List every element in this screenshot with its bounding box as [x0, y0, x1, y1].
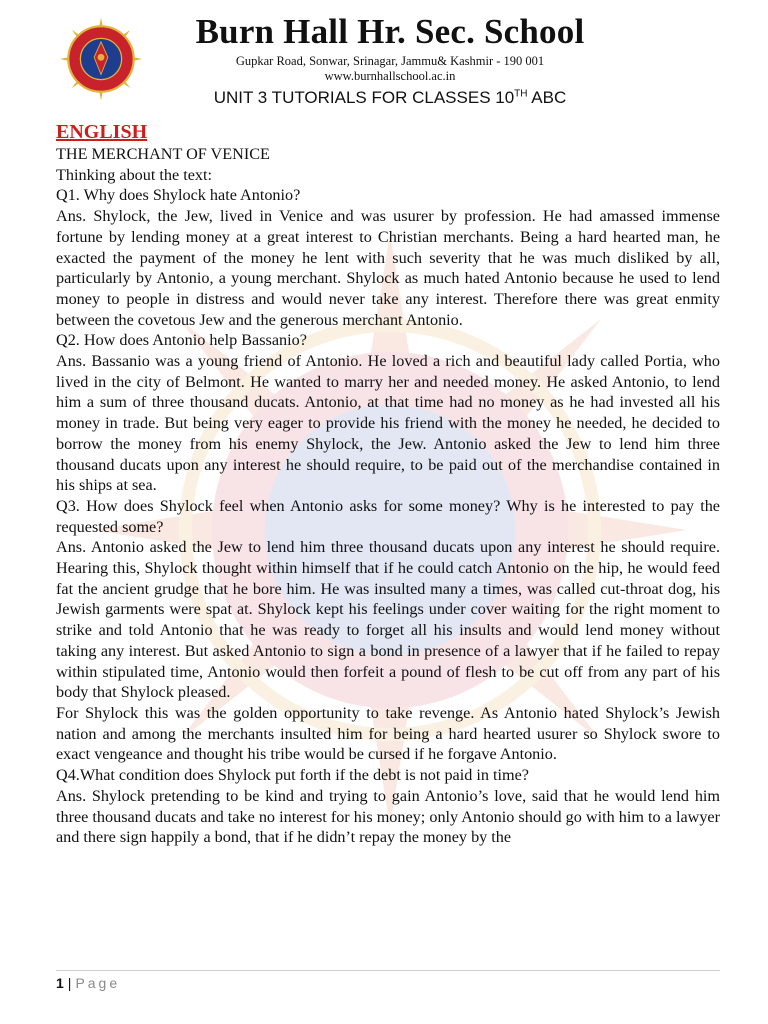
question: Q1. Why does Shylock hate Antonio? [56, 186, 301, 205]
school-address-block [150, 54, 630, 84]
page-label: Page [75, 975, 121, 991]
page-number: 1 [56, 975, 64, 991]
footer-divider [56, 970, 720, 971]
school-address: Gupkar Road, Sonwar, Srinagar, Jammu& Kashmir - 190 001 [235, 54, 545, 68]
unit-title-classes: ABC [527, 88, 567, 107]
document-header [0, 0, 768, 115]
section-title: Thinking about the text: [56, 165, 213, 184]
answer: Ans. Antonio asked the Jew to lend him three thousand ducats upon any interest he should require. Hearing this, Shylock thought within himself that if he could catch Antonio on the hip, he would feed fat the ancient grudge that he bore him. He was insulted many a times, was called cut-throat dog, his Jewish garments were spat at. Shylock kept his feelings under cover waiting for the right moment to strike and told Antonio that he was ready to forget all his insults and would lend money without taking any interest. But asked Antonio to sign a bond in presence of a lawyer that if he failed to repay within stipulated time, Antonio would then forfeit a pound of flesh to be cut off from any part of his body that Shylock pleased. [56, 538, 720, 702]
question: Q4.What condition does Shylock put forth if the debt is not paid in time? [56, 766, 529, 785]
footer-separator: | [67, 975, 72, 991]
answer: Ans. Bassanio was a young friend of Antonio. He loved a rich and beautiful lady called Portia, who lived in the city of Belmont. He wanted to marry her and needed money. He asked Antonio, to lend him a sum of three thousand ducats. Antonio, at that time had no money as he had invested all his money in trade. But being very eager to provide his friend with the money he needed, he decided to borrow the money from his enemy Shylock, the Jew. Antonio asked the Jew to lend him three thousand ducats upon any interest he should require, to be paid out of the merchandise contained in his ships at sea. [56, 352, 720, 495]
answer: Ans. Shylock pretending to be kind and trying to gain Antonio’s love, said that he would lend him three thousand ducats and take no interest for his money; only Antonio should go with him to a lawyer and there sign happily a bond, that if he didn’t repay the money by the [56, 786, 720, 847]
page-footer [56, 975, 120, 991]
chapter-title: THE MERCHANT OF VENICE [56, 145, 270, 163]
answer-continued: For Shylock this was the golden opportunity to take revenge. As Antonio hated Shylock’s Jewish nation and among the merchants insulted him for being a hard hearted usurer so Shylock swore to exact vengeance and thought his tribe would be cursed if he forgave Antonio. [56, 703, 720, 764]
school-website: www.burnhallschool.ac.in [324, 69, 456, 83]
question: Q3. How does Shylock feel when Antonio asks for some money? Why is he interested to pay the requested some? [56, 496, 720, 536]
subject-heading: ENGLISH [56, 121, 148, 143]
school-logo [58, 16, 144, 102]
question: Q2. How does Antonio help Bassanio? [56, 331, 307, 350]
unit-title [150, 88, 630, 108]
answer: Ans. Shylock, the Jew, lived in Venice and was usurer by profession. He had amassed immense fortune by lending money at a great interest to Christian merchants. Being a hard hearted man, he exacted the payment of the money he lent with such severity that he was much disliked by all, particularly by Antonio, a young merchant. Shylock as much hated Antonio because he used to lend money to people in distress and would never take any interest. Therefore there was great enmity between the covetous Jew and the generous merchant Antonio. [56, 207, 720, 329]
unit-title-main: UNIT 3 TUTORIALS FOR CLASSES 10 [213, 88, 515, 107]
unit-title-superscript: TH [514, 88, 528, 100]
document-body [56, 120, 720, 848]
school-name: Burn Hall Hr. Sec. School [195, 12, 585, 51]
